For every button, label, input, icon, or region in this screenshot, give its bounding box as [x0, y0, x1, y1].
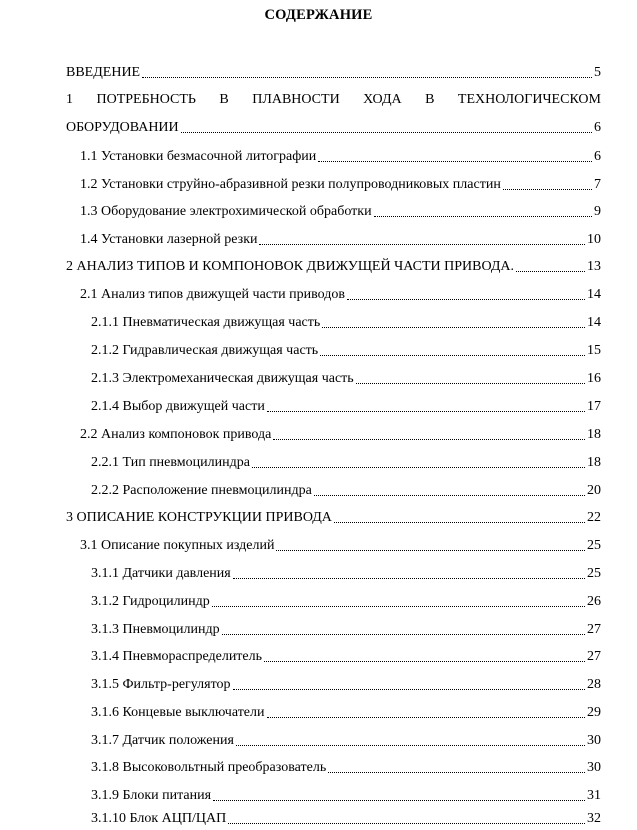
- toc-entry-label: ВВЕДЕНИЕ: [66, 65, 141, 80]
- leader-dots: [322, 326, 585, 328]
- toc-entry-label: 3.1.10 Блок АЦП/ЦАП: [91, 811, 227, 826]
- toc-entry-label: 3.1.1 Датчики давления: [91, 566, 231, 581]
- leader-dots: [222, 633, 585, 635]
- toc-entry-label: 3.1.8 Высоковольтный преобразователь: [91, 760, 327, 775]
- toc-page-number: 16: [587, 371, 601, 386]
- toc-entry[interactable]: [0, 808, 601, 828]
- leader-dots: [356, 382, 585, 384]
- toc-entry[interactable]: [0, 340, 601, 360]
- toc-page-number: 7: [594, 177, 601, 192]
- toc-entry[interactable]: [0, 229, 601, 249]
- leader-dots: [334, 521, 585, 523]
- toc-entry[interactable]: [0, 646, 601, 666]
- toc-entry[interactable]: [0, 785, 601, 805]
- toc-entry-label: 3 ОПИСАНИЕ КОНСТРУКЦИИ ПРИВОДА: [66, 510, 332, 525]
- leader-dots: [264, 660, 585, 662]
- toc-entry-label: ОБОРУДОВАНИИ: [66, 120, 179, 135]
- leader-dots: [328, 771, 585, 773]
- toc-entry-label: 3.1.7 Датчик положения: [91, 733, 234, 748]
- toc-entry-label: 3.1.9 Блоки питания: [91, 788, 212, 803]
- toc-entry-label: 2.2 Анализ компоновок привода: [80, 427, 272, 442]
- toc-entry[interactable]: [0, 117, 601, 137]
- leader-dots: [347, 298, 585, 300]
- toc-page-number: 14: [587, 315, 601, 330]
- toc-entry-label: 2.2.2 Расположение пневмоцилиндра: [91, 483, 312, 498]
- toc-entry[interactable]: [0, 757, 601, 777]
- toc-entry[interactable]: [0, 424, 601, 444]
- leader-dots: [516, 270, 585, 272]
- toc-page-number: 15: [587, 343, 601, 358]
- leader-dots: [252, 466, 585, 468]
- toc-entry[interactable]: [0, 480, 601, 500]
- leader-dots: [314, 494, 585, 496]
- toc-entry-label: 1.4 Установки лазерной резки: [80, 232, 258, 247]
- leader-dots: [276, 549, 585, 551]
- leader-dots: [267, 716, 585, 718]
- leader-dots: [181, 131, 592, 133]
- toc-entry-label: 2.1.3 Электромеханическая движущая часть: [91, 371, 354, 386]
- toc-page-number: 30: [587, 733, 601, 748]
- leader-dots: [503, 188, 592, 190]
- toc-entry[interactable]: [0, 730, 601, 750]
- leader-dots: [142, 76, 592, 78]
- toc-page-number: 25: [587, 566, 601, 581]
- toc-page-number: 14: [587, 287, 601, 302]
- toc-entry-label: 3.1.2 Гидроцилиндр: [91, 594, 210, 609]
- toc-entry-label: 2.1 Анализ типов движущей части приводов: [80, 287, 345, 302]
- toc-page-number: 5: [594, 65, 601, 80]
- leader-dots: [212, 605, 585, 607]
- toc-entry-label: 1.3 Оборудование электрохимической обработки: [80, 204, 372, 219]
- toc-entry[interactable]: [0, 174, 601, 194]
- leader-dots: [236, 744, 585, 746]
- toc-entry-label: 3.1 Описание покупных изделий: [80, 538, 275, 553]
- toc-entry[interactable]: [0, 256, 601, 276]
- toc-page-number: 18: [587, 427, 601, 442]
- toc-entry[interactable]: [0, 452, 601, 472]
- toc-page-number: 31: [587, 788, 601, 803]
- leader-dots: [374, 215, 592, 217]
- toc-page-number: 32: [587, 811, 601, 826]
- leader-dots: [267, 410, 585, 412]
- toc-entry[interactable]: [0, 702, 601, 722]
- toc-page-number: 22: [587, 510, 601, 525]
- toc-entry-label: 2 АНАЛИЗ ТИПОВ И КОМПОНОВОК ДВИЖУЩЕЙ ЧАСТИ ПРИВОДА.: [66, 259, 515, 274]
- toc-entry[interactable]: [0, 507, 601, 527]
- toc-page-number: 10: [587, 232, 601, 247]
- toc-entry[interactable]: [0, 619, 601, 639]
- toc-page-number: 27: [587, 649, 601, 664]
- leader-dots: [213, 799, 585, 801]
- toc-page-number: 20: [587, 483, 601, 498]
- toc-entry-label: 3.1.4 Пневмораспределитель: [91, 649, 263, 664]
- toc-entry-label: 2.1.2 Гидравлическая движущая часть: [91, 343, 319, 358]
- leader-dots: [233, 688, 585, 690]
- leader-dots: [320, 354, 585, 356]
- leader-dots: [233, 577, 585, 579]
- toc-entry[interactable]: [0, 563, 601, 583]
- toc-page-number: 27: [587, 622, 601, 637]
- toc-entry-label: 3.1.5 Фильтр-регулятор: [91, 677, 231, 692]
- toc-entry[interactable]: [0, 535, 601, 555]
- toc-page-number: 13: [587, 259, 601, 274]
- toc-entry[interactable]: [0, 396, 601, 416]
- toc-page-number: 17: [587, 399, 601, 414]
- toc-page-number: 6: [594, 120, 601, 135]
- toc-entry[interactable]: [0, 591, 601, 611]
- toc-entry-label: 3.1.6 Концевые выключатели: [91, 705, 265, 720]
- toc-entry-label: 2.2.1 Тип пневмоцилиндра: [91, 455, 250, 470]
- leader-dots: [259, 243, 585, 245]
- toc-entry[interactable]: [0, 201, 601, 221]
- toc-page-number: 18: [587, 455, 601, 470]
- toc-entry-label-line1[interactable]: 1 ПОТРЕБНОСТЬ В ПЛАВНОСТИ ХОДА В ТЕХНОЛОГИЧЕСКОМ: [66, 92, 601, 107]
- toc-page-number: 9: [594, 204, 601, 219]
- toc-page-number: 25: [587, 538, 601, 553]
- toc-entry[interactable]: [0, 674, 601, 694]
- toc-page-number: 30: [587, 760, 601, 775]
- toc-entry-label: 3.1.3 Пневмоцилиндр: [91, 622, 220, 637]
- toc-page-number: 28: [587, 677, 601, 692]
- toc-entry-label: 1.1 Установки безмасочной литографии: [80, 149, 317, 164]
- toc-entry[interactable]: [0, 284, 601, 304]
- toc-entry-label: 2.1.1 Пневматическая движущая часть: [91, 315, 321, 330]
- leader-dots: [228, 822, 585, 824]
- toc-entry-label: 1.2 Установки струйно-абразивной резки полупроводниковых пластин: [80, 177, 501, 192]
- toc-entry-label: 2.1.4 Выбор движущей части: [91, 399, 265, 414]
- toc-entry[interactable]: [0, 146, 601, 166]
- toc-page-number: 26: [587, 594, 601, 609]
- toc-entry[interactable]: [0, 368, 601, 388]
- toc-entry[interactable]: [0, 62, 601, 82]
- toc-page-number: 6: [594, 149, 601, 164]
- leader-dots: [273, 438, 585, 440]
- leader-dots: [318, 160, 592, 162]
- toc-page-number: 29: [587, 705, 601, 720]
- toc-entry[interactable]: [0, 312, 601, 332]
- page-title: СОДЕРЖАНИЕ: [264, 7, 373, 23]
